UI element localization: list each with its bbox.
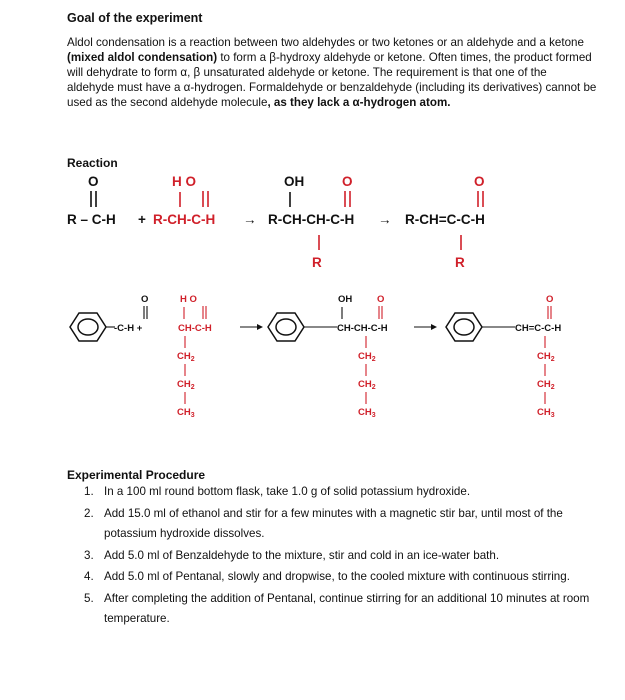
reaction-arrow-icon: [257, 324, 263, 330]
r-group: R: [455, 255, 465, 270]
hydroxyl-label: OH: [338, 294, 353, 305]
arrow-1: →: [243, 212, 257, 227]
carbonyl-oxygen: O: [474, 174, 485, 189]
plus-sign: +: [138, 212, 146, 227]
step-number: 4.: [84, 570, 94, 583]
step-text: In a 100 ml round bottom flask, take 1.0 g of solid potassium hydroxide.: [104, 485, 471, 498]
goal-text-3: , as they lack a α-hydrogen atom.: [267, 96, 451, 109]
step-number: 1.: [84, 485, 94, 498]
procedure-step: [84, 504, 594, 545]
procedure-step: [84, 567, 594, 588]
goal-text-bold: (mixed aldol condensation): [67, 51, 218, 64]
product-2: R-CH=C-C-H: [405, 212, 485, 227]
goal-heading: Goal of the experiment: [67, 11, 203, 25]
goal-paragraph: [67, 35, 597, 110]
aldehyde-oxygen: O: [88, 174, 99, 189]
step-text: Add 5.0 ml of Pentanal, slowly and dropwise, to the cooled mixture with continuous stirring.: [104, 570, 570, 583]
reactant-1: -C-H +: [114, 323, 143, 334]
hydroxyl-label: OH: [284, 174, 305, 189]
goal-text-2: to form a β-hydroxy aldehyde or ketone. Often times, the product formed will dehydrate to form α, β unsaturated aldehyde or ketone. The requirement is that one of the aldehyde must have a α-hydrogen. Formaldehyde or benzaldehyde (including its derivatives) cannot be used as the second aldehyde molecule: [67, 51, 597, 109]
r-group: R: [312, 255, 322, 270]
alpha-h-carbonyl-o: H O: [180, 294, 197, 305]
benzene-ring-icon: [276, 319, 296, 335]
procedure-list: [84, 482, 594, 631]
step-number: 5.: [84, 591, 94, 605]
ch3-group: $CH_3$: [177, 407, 195, 419]
ch2-group: $CH_2$: [358, 351, 376, 363]
carbonyl-oxygen: O: [546, 294, 554, 305]
benzene-ring-icon: [78, 319, 98, 335]
step-text: After completing the addition of Pentanal, continue stirring for an additional 10 minutes at room temperature.: [104, 591, 590, 625]
reactant-1: R – C-H: [67, 212, 116, 227]
carbonyl-oxygen: O: [342, 174, 353, 189]
procedure-step: [84, 546, 594, 567]
ch3-group: $CH_3$: [358, 407, 376, 419]
reactant-2: CH-C-H: [178, 323, 212, 334]
product-2: CH=C-C-H: [515, 323, 562, 334]
carbonyl-oxygen: O: [377, 294, 385, 305]
benzene-ring-icon: [70, 313, 106, 341]
ch2-group: $CH_2$: [537, 351, 555, 363]
product-1: CH-CH-C-H: [337, 323, 388, 334]
step-number: 2.: [84, 506, 94, 520]
procedure-step: [84, 589, 594, 630]
step-text: Add 15.0 ml of ethanol and stir for a few minutes with a magnetic stir bar, until most of the potassium hydroxide dissolves.: [104, 506, 563, 540]
aldehyde-oxygen: O: [141, 294, 149, 305]
ch2-group: $CH_2$: [358, 379, 376, 391]
generic-reaction-scheme: [0, 165, 625, 275]
ch2-group: $CH_2$: [177, 351, 195, 363]
goal-text-1: Aldol condensation is a reaction between two aldehydes or two ketones or an aldehyde and a ketone: [67, 36, 584, 49]
reactant-2: R-CH-C-H: [153, 212, 216, 227]
benzene-ring-icon: [268, 313, 304, 341]
benzene-ring-icon: [446, 313, 482, 341]
alpha-h-carbonyl-o: H O: [172, 174, 197, 189]
specific-reaction-scheme: [0, 288, 625, 438]
reaction-heading: Reaction: [67, 156, 118, 170]
product-1: R-CH-CH-C-H: [268, 212, 355, 227]
step-number: 3.: [84, 548, 94, 562]
arrow-2: →: [378, 212, 392, 227]
procedure-heading: Experimental Procedure: [67, 468, 206, 482]
ch2-group: $CH_2$: [177, 379, 195, 391]
ch2-group: $CH_2$: [537, 379, 555, 391]
step-text: Add 5.0 ml of Benzaldehyde to the mixture, stir and cold in an ice-water bath.: [104, 548, 500, 562]
benzene-ring-icon: [454, 319, 474, 335]
procedure-step: [84, 482, 594, 503]
reaction-arrow-icon: [431, 324, 437, 330]
ch3-group: $CH_3$: [537, 407, 555, 419]
